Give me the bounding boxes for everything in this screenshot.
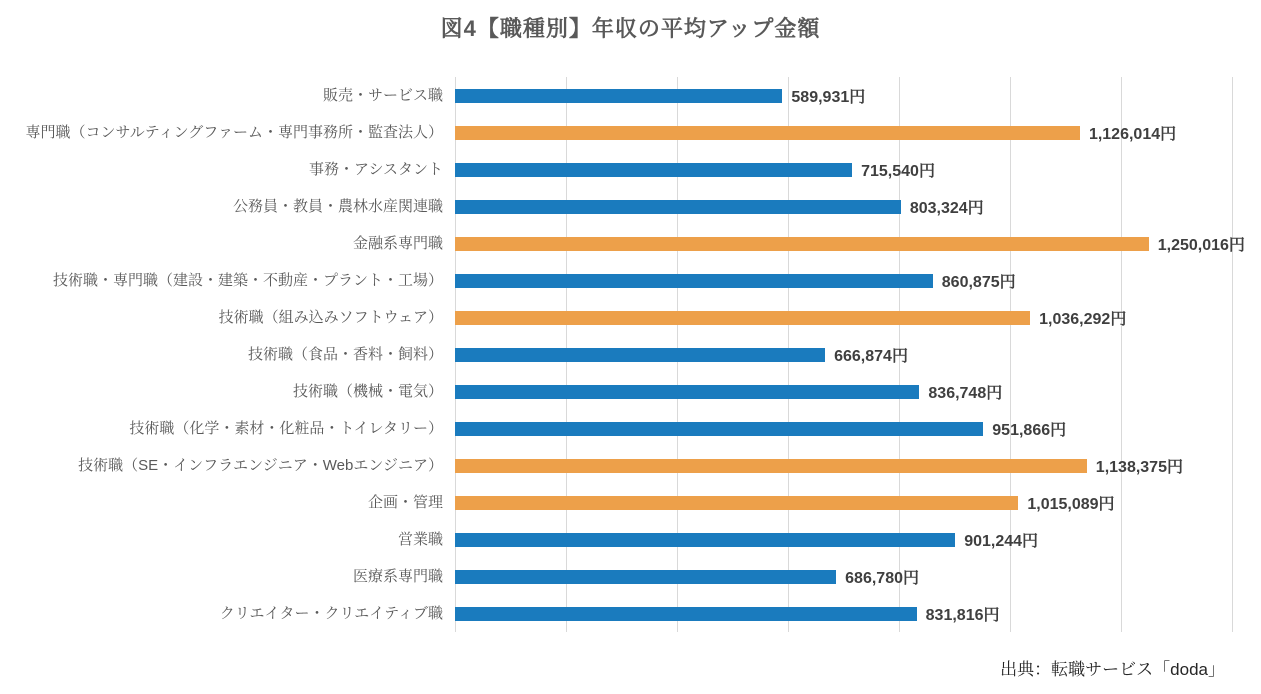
plot-area [455,225,1245,262]
value-label: 901,244円 [964,533,1039,550]
chart-title: 図4【職種別】年収の平均アップ金額 [440,16,821,41]
source-note: 出典：転職サービス「doda」 [1000,660,1225,679]
value-label: 831,816円 [925,607,1000,624]
plot-area [455,595,1232,632]
category-label: 技術職・専門職（建設・建築・不動産・プラント・工場） [52,271,443,289]
chart-row [0,410,1261,447]
chart-row [0,558,1261,595]
value-label: 836,748円 [928,385,1003,402]
plot-area [455,558,1232,595]
category-label: 営業職 [397,530,443,548]
value-label: 1,126,014円 [1088,126,1177,143]
bar-blue [455,163,852,177]
chart-row [0,447,1261,484]
chart-row [0,595,1261,632]
category-label: クリエイター・クリエイティブ職 [219,604,443,622]
bar-blue [455,348,825,362]
chart-rows [0,77,1261,632]
value-label: 666,874円 [834,348,908,365]
category-label: 事務・アシスタント [309,160,443,178]
plot-area [455,521,1232,558]
value-label: 686,780円 [845,570,919,587]
category-label: 技術職（組み込みソフトウェア） [218,308,443,326]
bar-orange [455,459,1087,473]
bar-chart [0,77,1261,632]
chart-row [0,225,1261,262]
category-label: 金融系専門職 [352,234,443,252]
value-label: 715,540円 [861,163,935,180]
value-label: 803,324円 [909,200,984,217]
plot-area [455,373,1232,410]
plot-area [455,447,1232,484]
chart-row [0,336,1261,373]
plot-area [455,151,1232,188]
chart-row [0,262,1261,299]
category-label: 企画・管理 [367,493,443,511]
bar-blue [455,570,836,584]
category-label: 公務員・教員・農林水産関連職 [232,197,443,215]
chart-row [0,151,1261,188]
value-label: 1,015,089円 [1027,496,1115,513]
bar-blue [455,533,955,547]
category-label: 技術職（食品・香料・飼料） [247,345,443,363]
plot-area [455,484,1232,521]
chart-row [0,114,1261,151]
plot-area [455,262,1232,299]
chart-row [0,299,1261,336]
category-label: 技術職（機械・電気） [292,382,443,400]
chart-row [0,188,1261,225]
bar-orange [455,311,1030,325]
plot-area [455,114,1232,151]
bar-blue [455,89,782,103]
bar-orange [455,126,1080,140]
chart-row [0,484,1261,521]
plot-area [455,410,1232,447]
plot-area [455,336,1232,373]
chart-row [0,373,1261,410]
bar-blue [455,422,983,436]
value-label: 1,138,375円 [1095,459,1183,476]
bar-blue [455,274,933,288]
value-label: 951,866円 [992,422,1067,439]
value-label: 1,036,292円 [1039,311,1127,328]
value-label: 860,875円 [941,274,1016,291]
value-label: 1,250,016円 [1157,237,1245,254]
category-label: 技術職（化学・素材・化粧品・トイレタリー） [129,419,443,437]
bar-blue [455,200,901,214]
plot-area [455,299,1232,336]
bar-orange [455,237,1149,251]
plot-area [455,188,1232,225]
value-label: 589,931円 [791,89,866,106]
plot-area [455,77,1232,114]
category-label: 専門職（コンサルティングファーム・専門事務所・監査法人） [25,123,443,141]
bar-blue [455,385,919,399]
category-label: 医療系専門職 [352,567,443,585]
bar-blue [455,607,917,621]
chart-row [0,521,1261,558]
bar-orange [455,496,1018,510]
category-label: 販売・サービス職 [322,86,443,104]
chart-row [0,77,1261,114]
category-label: 技術職（SE・インフラエンジニア・Webエンジニア） [78,456,443,474]
